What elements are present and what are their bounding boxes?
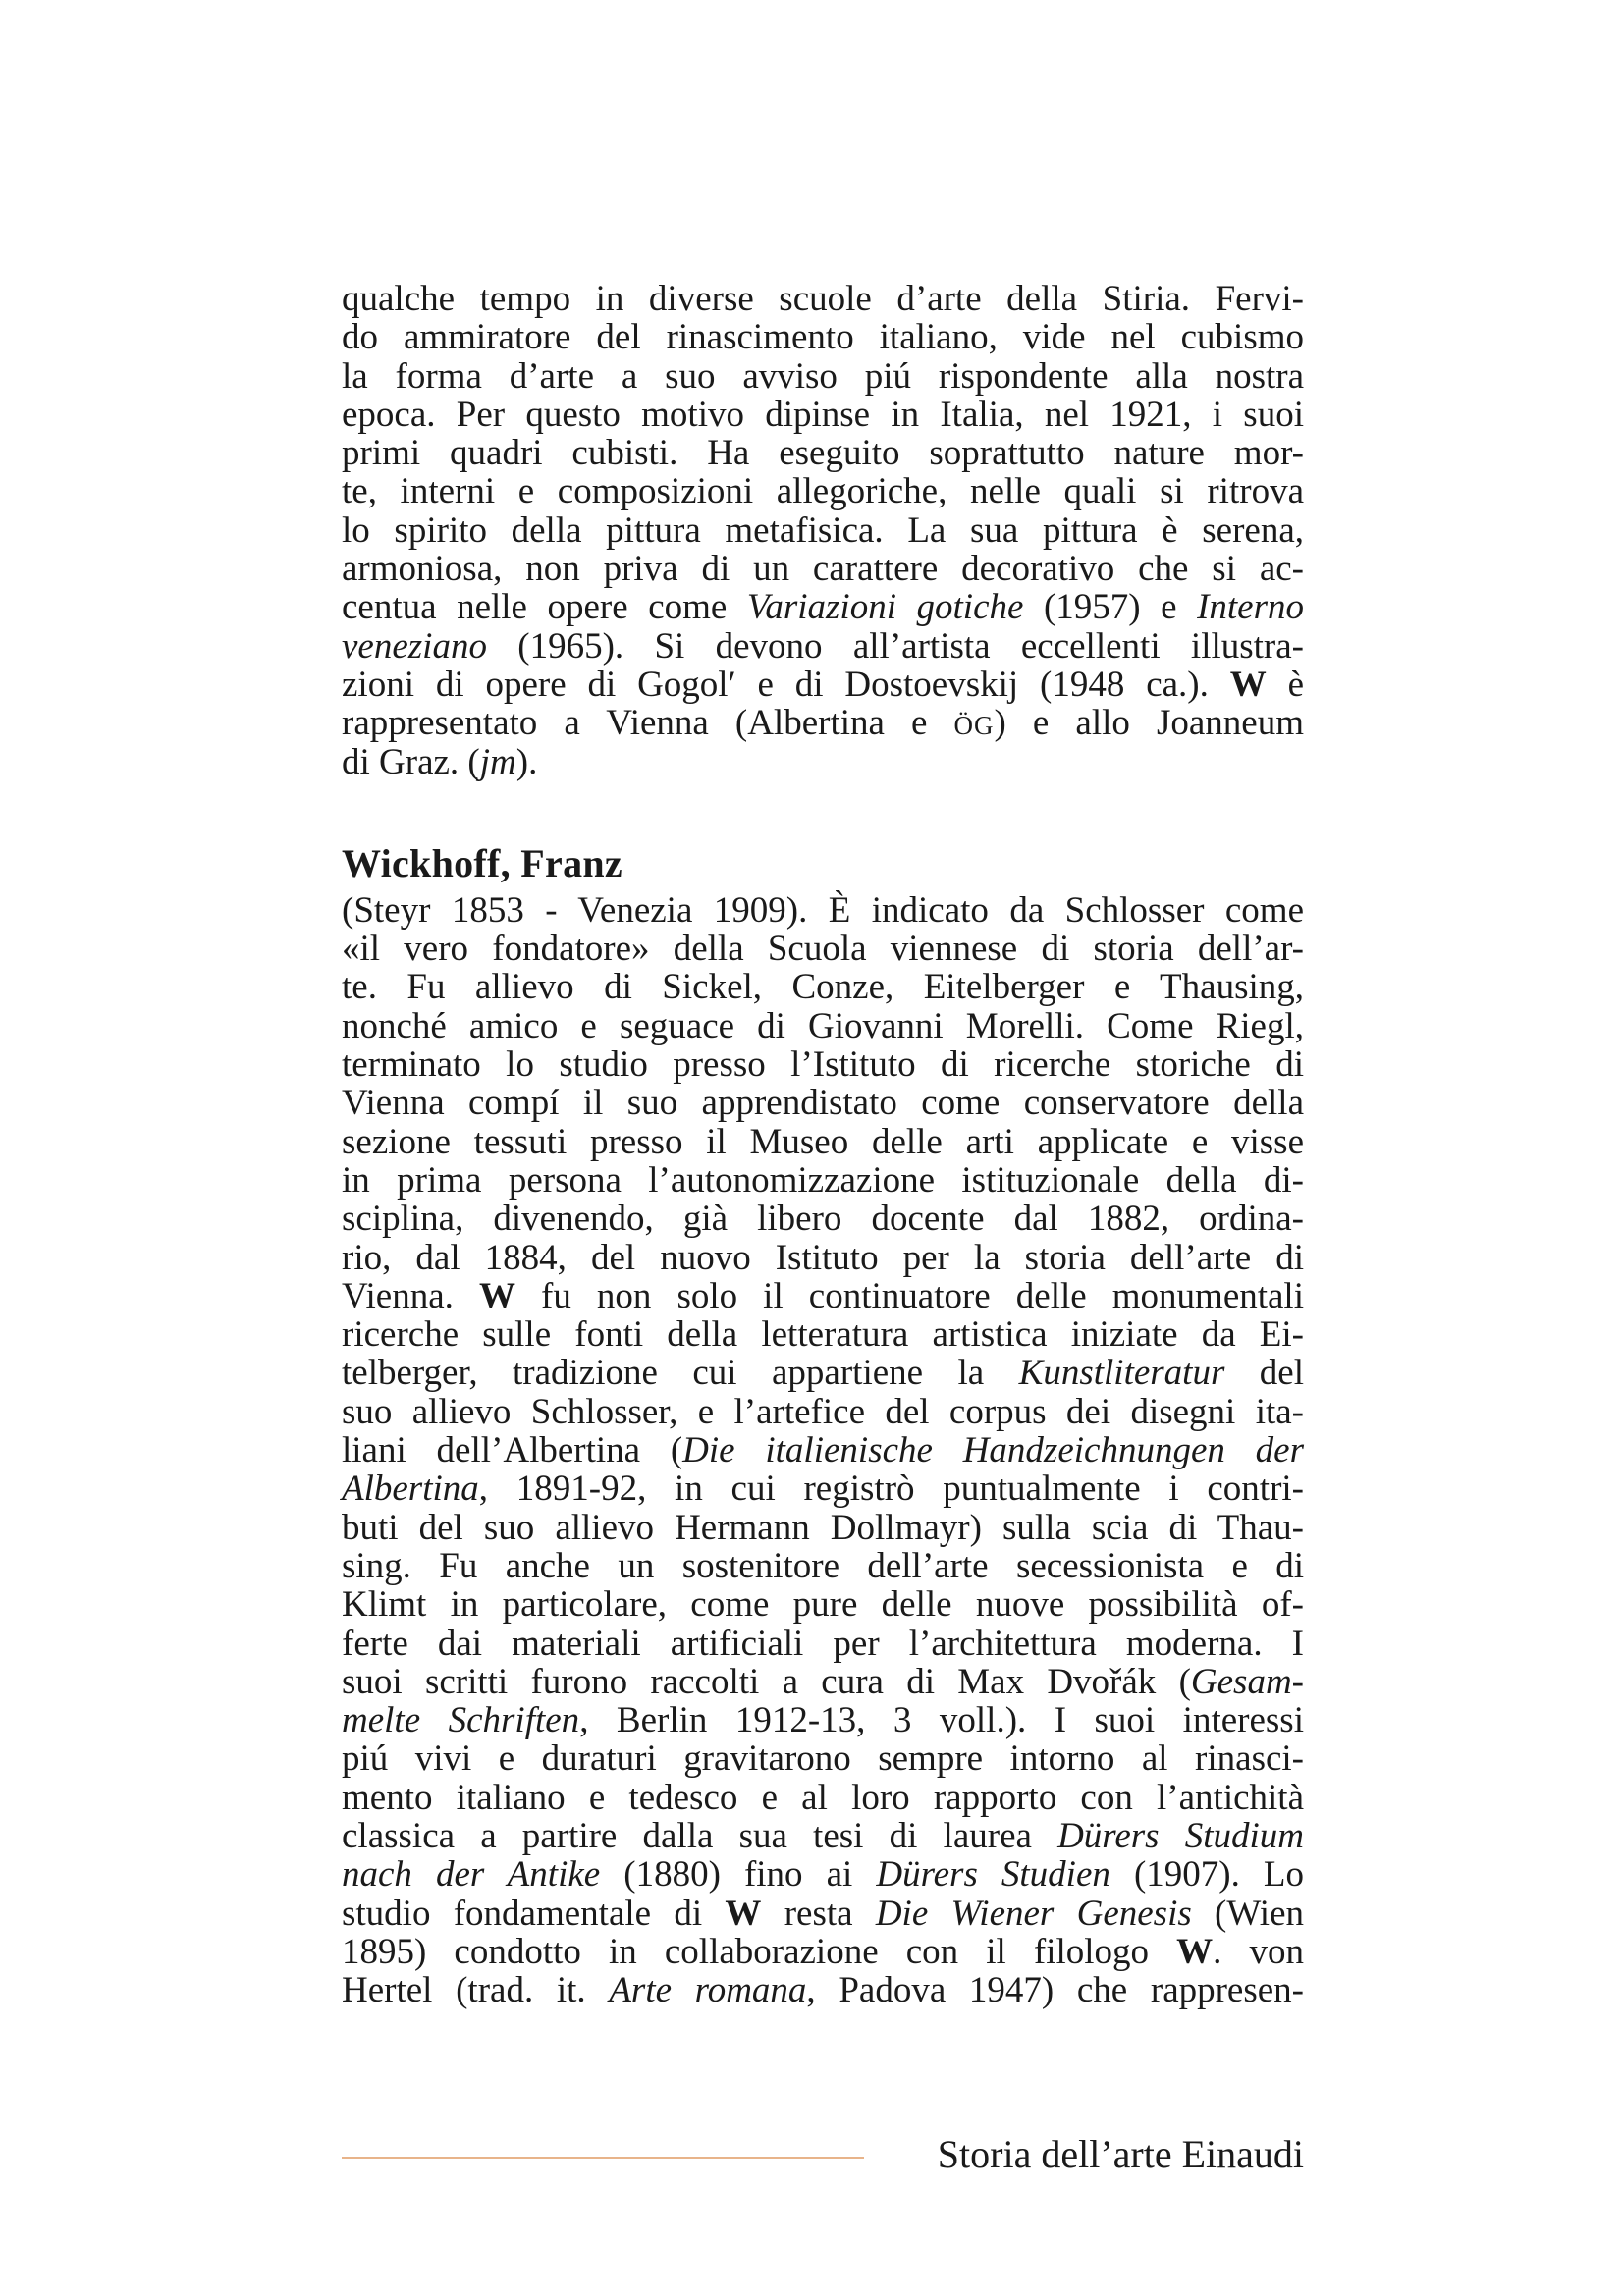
text-line: nonché amico e seguace di Giovanni Morelli. Come Riegl, — [342, 1005, 1304, 1046]
text-line: do ammiratore del rinascimento italiano, vide nel cubismo — [342, 317, 1304, 358]
text-line: ferte dai materiali artificiali per l’architettura moderna. I — [342, 1623, 1304, 1664]
entry-abbrev: W — [478, 1275, 515, 1316]
text-line: la forma d’arte a suo avviso piú rispondente alla nostra — [342, 355, 1304, 397]
footer-publication-title: Storia dell’arte Einaudi — [937, 2132, 1304, 2176]
book-title: Dürers Studium — [1057, 1815, 1304, 1856]
book-title: Die Wiener Genesis — [875, 1893, 1192, 1934]
text-line: suoi scritti furono raccolti a cura di Max Dvořák (Gesam- — [342, 1661, 1304, 1702]
text-line: sciplina, divenendo, già libero docente dal 1882, ordina- — [342, 1199, 1304, 1240]
text-line: telberger, tradizione cui appartiene la Kunstliteratur del — [342, 1353, 1304, 1394]
entry-abbrev: W — [725, 1893, 762, 1934]
entry-abbrev: W — [1176, 1931, 1214, 1972]
text-line: studio fondamentale di W resta Die Wiener Genesis (Wien — [342, 1893, 1304, 1934]
artwork-title: Interno — [1197, 587, 1304, 628]
text-line: in prima persona l’autonomizzazione istituzionale della di- — [342, 1159, 1304, 1201]
text-line: sezione tessuti presso il Museo delle arti applicate e visse — [342, 1121, 1304, 1162]
text-line: armoniosa, non priva di un carattere decorativo che si ac- — [342, 549, 1304, 590]
text-line: centua nelle opere come Variazioni gotiche (1957) e Interno — [342, 587, 1304, 628]
text-line: sing. Fu anche un sostenitore dell’arte secessionista e di — [342, 1545, 1304, 1586]
text-line: te. Fu allievo di Sickel, Conze, Eitelberger e Thausing, — [342, 967, 1304, 1008]
text-line: qualche tempo in diverse scuole d’arte della Stiria. Fervi- — [342, 279, 1304, 319]
text-line: veneziano (1965). Si devono all’artista eccellenti illustra- — [342, 625, 1304, 667]
text-line: di Graz. (jm). — [342, 741, 538, 782]
text-line: Vienna compí il suo apprendistato come conservatore della — [342, 1083, 1304, 1124]
text-line: te, interni e composizioni allegoriche, nelle quali si ritrova — [342, 471, 1304, 512]
book-title: Dürers Studien — [876, 1854, 1110, 1896]
book-title: Gesam- — [1190, 1661, 1304, 1702]
text-line: zioni di opere di Gogol′ e di Dostoevskij (1948 ca.). W è — [342, 664, 1304, 705]
entry-wickhoff — [342, 841, 1304, 2010]
author-initials: jm — [479, 741, 516, 782]
entry-heading: Wickhoff, Franz — [342, 840, 622, 885]
book-title: Albertina — [342, 1468, 479, 1510]
museum-abbrev: ÖG — [953, 711, 995, 741]
text-line: mento italiano e tedesco e al loro rapporto con l’antichità — [342, 1777, 1304, 1818]
text-line: terminato lo studio presso l’Istituto di ricerche storiche di — [342, 1044, 1304, 1086]
text-line: rappresentato a Vienna (Albertina e ÖG) e allo Joanneum — [342, 703, 1305, 744]
text-line: epoca. Per questo motivo dipinse in Italia, nel 1921, i suoi — [342, 394, 1304, 435]
text-line: buti del suo allievo Hermann Dollmayr) sulla scia di Thau- — [342, 1507, 1304, 1548]
text-line: Hertel (trad. it. Arte romana, Padova 1947) che rappresen- — [342, 1970, 1304, 2011]
text-line: rio, dal 1884, del nuovo Istituto per la storia dell’arte di — [342, 1237, 1304, 1278]
book-title: Arte romana — [609, 1970, 807, 2011]
artwork-title: Variazioni gotiche — [746, 587, 1024, 628]
book-title: Kunstliteratur — [1018, 1353, 1225, 1394]
text-line: liani dell’Albertina (Die italienische Handzeichnungen der — [342, 1430, 1304, 1471]
text-line: primi quadri cubisti. Ha eseguito soprattutto nature mor- — [342, 433, 1304, 474]
page-body — [342, 280, 1304, 2009]
text-line: Klimt in particolare, come pure delle nuove possibilità of- — [342, 1584, 1304, 1626]
text-line: nach der Antike (1880) fino ai Dürers Studien (1907). Lo — [342, 1854, 1304, 1896]
book-title: melte Schriften — [342, 1700, 580, 1741]
text-line: ricerche sulle fonti della letteratura artistica iniziate da Ei- — [342, 1314, 1304, 1356]
intro-paragraph — [342, 280, 1304, 781]
text-line: suo allievo Schlosser, e l’artefice del corpus dei disegni ita- — [342, 1391, 1304, 1432]
text-line: Vienna. W fu non solo il continuatore delle monumentali — [342, 1275, 1304, 1316]
text-line: classica a partire dalla sua tesi di laurea Dürers Studium — [342, 1815, 1304, 1856]
text-line: piú vivi e duraturi gravitarono sempre intorno al rinasci- — [342, 1738, 1304, 1780]
text-line: (Steyr 1853 - Venezia 1909). È indicato da Schlosser come — [342, 889, 1304, 931]
text-line: 1895) condotto in collaborazione con il filologo W. von — [342, 1931, 1304, 1972]
text-line: melte Schriften, Berlin 1912-13, 3 voll.). I suoi interessi — [342, 1700, 1304, 1741]
text-line: «il vero fondatore» della Scuola viennese di storia dell’ar- — [342, 929, 1304, 970]
footer-rule — [342, 2157, 864, 2159]
book-title: nach der Antike — [342, 1854, 601, 1896]
text-line: Albertina, 1891-92, in cui registrò puntualmente i contri- — [342, 1468, 1304, 1510]
entry-abbrev: W — [1229, 664, 1267, 705]
book-title: Die italienische Handzeichnungen der — [682, 1430, 1304, 1471]
artwork-title: veneziano — [342, 625, 487, 667]
text-line: lo spirito della pittura metafisica. La sua pittura è serena, — [342, 509, 1304, 551]
